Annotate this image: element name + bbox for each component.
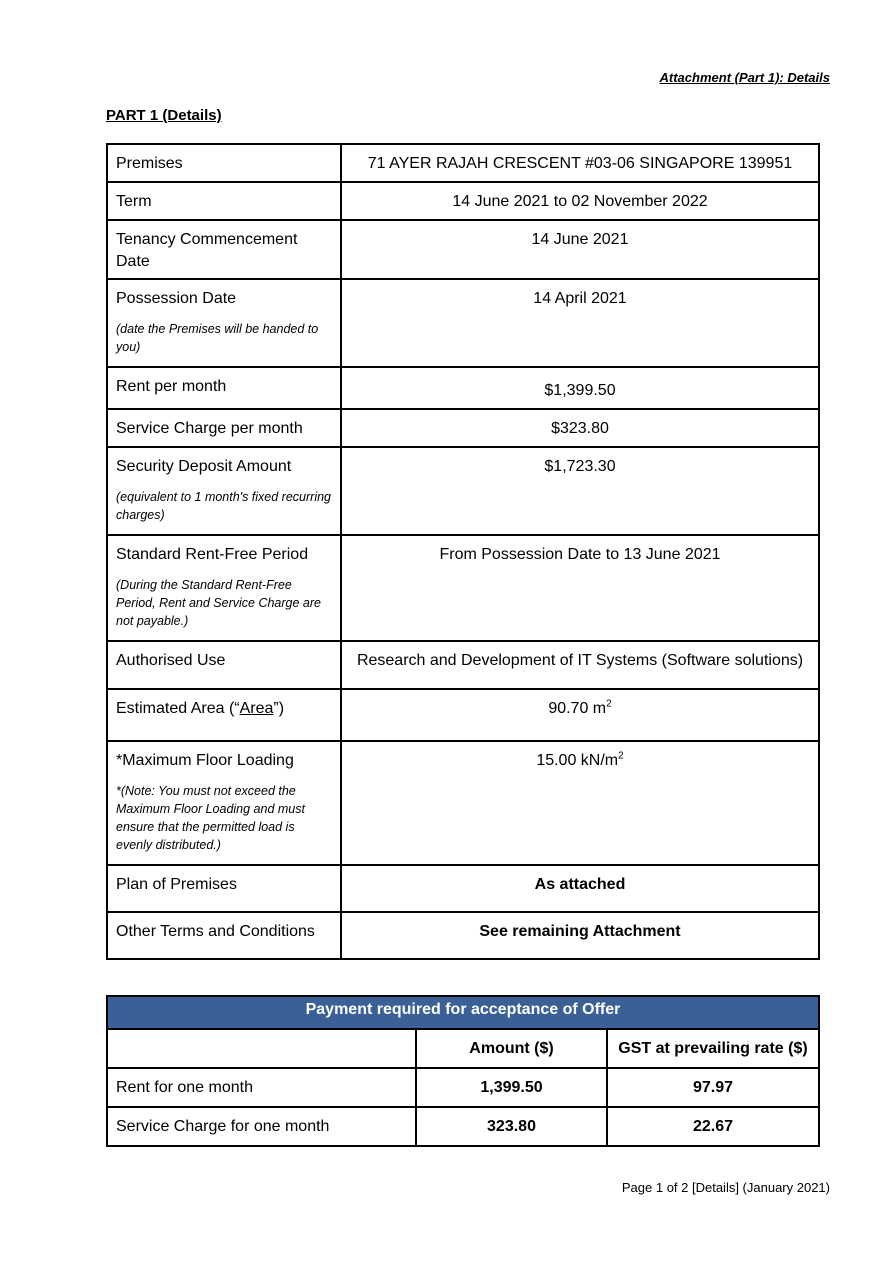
row-label: Tenancy Commencement Date xyxy=(107,220,341,279)
payment-gst: 97.97 xyxy=(607,1068,819,1107)
row-value xyxy=(341,741,819,865)
row-value: 14 April 2021 xyxy=(341,279,819,367)
payment-header-row xyxy=(107,996,819,1029)
payment-label: Rent for one month xyxy=(107,1068,416,1107)
row-value: 14 June 2021 xyxy=(341,220,819,279)
table-row xyxy=(107,641,819,689)
table-row xyxy=(107,689,819,741)
attachment-heading: Attachment (Part 1): Details xyxy=(659,70,830,85)
row-value: 71 AYER RAJAH CRESCENT #03-06 SINGAPORE 139951 xyxy=(341,144,819,182)
row-value xyxy=(341,689,819,741)
row-label xyxy=(107,447,341,535)
payment-amount: 1,399.50 xyxy=(416,1068,607,1107)
row-value: $1,399.50 xyxy=(341,367,819,409)
row-label: Plan of Premises xyxy=(107,865,341,912)
value-superscript: 2 xyxy=(606,698,612,710)
page-footer: Page 1 of 2 [Details] (January 2021) xyxy=(621,1180,830,1195)
label-text: Security Deposit Amount xyxy=(116,458,292,475)
row-note: (equivalent to 1 month's fixed recurring charges) xyxy=(116,490,331,522)
empty-header-cell xyxy=(107,1029,416,1068)
amount-column-header: Amount ($) xyxy=(416,1029,607,1068)
row-label: Rent per month xyxy=(107,367,341,409)
row-label: Authorised Use xyxy=(107,641,341,689)
payment-columns-row xyxy=(107,1029,819,1068)
table-row xyxy=(107,741,819,865)
value-text: 15.00 kN/m xyxy=(536,752,619,769)
row-label xyxy=(107,689,341,741)
payment-table xyxy=(106,995,820,1147)
table-row xyxy=(107,367,819,409)
row-label: Other Terms and Conditions xyxy=(107,912,341,959)
part-title: PART 1 (Details) xyxy=(106,107,222,124)
row-label xyxy=(107,535,341,641)
row-label xyxy=(107,741,341,865)
table-row xyxy=(107,144,819,182)
row-label: Premises xyxy=(107,144,341,182)
payment-label: Service Charge for one month xyxy=(107,1107,416,1146)
gst-column-header: GST at prevailing rate ($) xyxy=(607,1029,819,1068)
table-row xyxy=(107,182,819,220)
label-text: Standard Rent-Free Period xyxy=(116,546,309,563)
table-row xyxy=(107,535,819,641)
row-value: From Possession Date to 13 June 2021 xyxy=(341,535,819,641)
row-value: See remaining Attachment xyxy=(341,912,819,959)
table-row xyxy=(107,220,819,279)
row-value: 14 June 2021 to 02 November 2022 xyxy=(341,182,819,220)
payment-title: Payment required for acceptance of Offer xyxy=(107,996,819,1029)
row-value: Research and Development of IT Systems (Software solutions) xyxy=(341,641,819,689)
value-superscript: 2 xyxy=(618,750,624,762)
table-row xyxy=(107,1107,819,1146)
label-text: *Maximum Floor Loading xyxy=(116,752,294,769)
row-value: $323.80 xyxy=(341,409,819,447)
table-row xyxy=(107,447,819,535)
row-note: (date the Premises will be handed to you) xyxy=(116,322,319,354)
row-label: Service Charge per month xyxy=(107,409,341,447)
table-row xyxy=(107,912,819,959)
table-row xyxy=(107,865,819,912)
details-table xyxy=(106,143,820,960)
row-label: Term xyxy=(107,182,341,220)
table-row xyxy=(107,409,819,447)
payment-gst: 22.67 xyxy=(607,1107,819,1146)
row-note: *(Note: You must not exceed the Maximum Floor Loading and must ensure that the permitted load is evenly distributed.) xyxy=(116,784,305,852)
row-value: As attached xyxy=(341,865,819,912)
row-label xyxy=(107,279,341,367)
table-row xyxy=(107,1068,819,1107)
table-row xyxy=(107,279,819,367)
label-text: ”) xyxy=(273,700,285,717)
value-text: 90.70 m xyxy=(548,700,607,717)
row-value: $1,723.30 xyxy=(341,447,819,535)
label-defined-term: Area xyxy=(239,700,274,717)
row-note: (During the Standard Rent-Free Period, Rent and Service Charge are not payable.) xyxy=(116,578,321,628)
label-text: Estimated Area (“ xyxy=(116,700,240,717)
payment-amount: 323.80 xyxy=(416,1107,607,1146)
label-text: Possession Date xyxy=(116,290,237,307)
